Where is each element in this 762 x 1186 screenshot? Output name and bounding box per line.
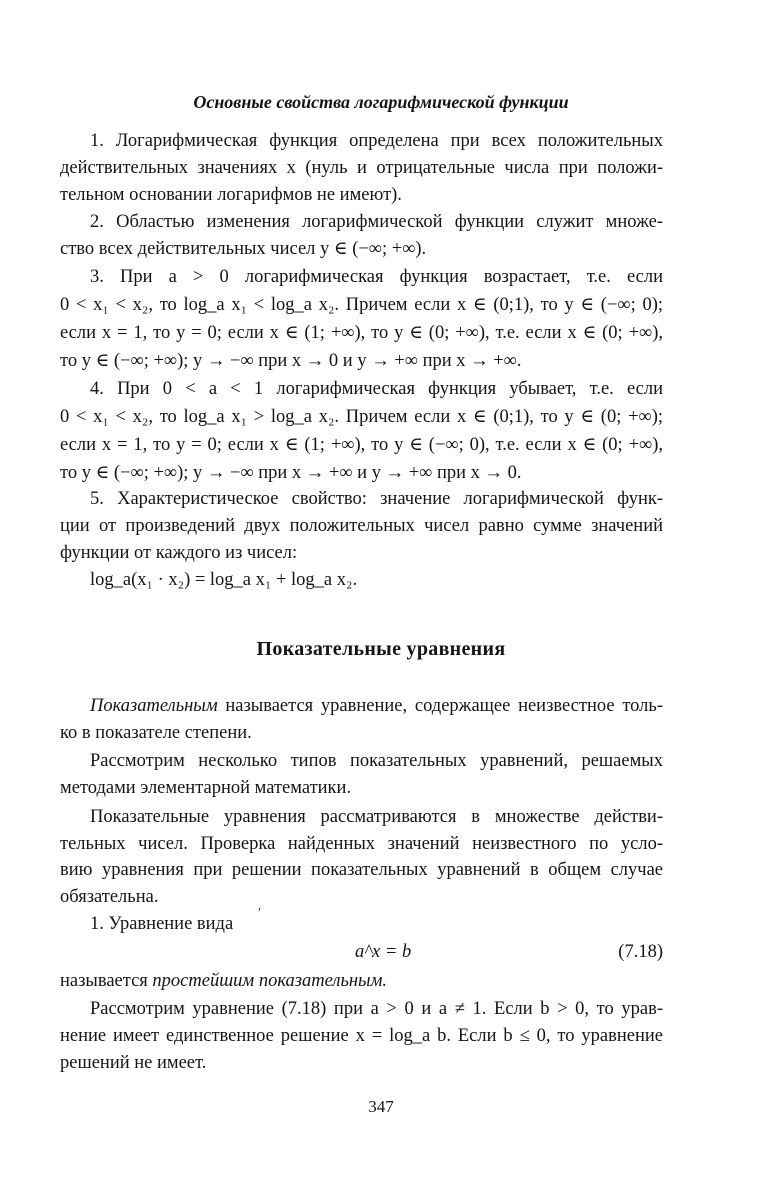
equation-number: (7.18): [618, 942, 663, 962]
p3-line-4: то y ∈ (−∞; +∞); y → −∞ при x → 0 и y → +∞ при x → +∞.: [60, 351, 522, 371]
q5-line-1: Рассмотрим уравнение (7.18) при a > 0 и a ≠ 1. Если b > 0, то урав-: [90, 999, 663, 1019]
p1-line-1: 1. Логарифмическая функция определена при всех положительных: [90, 131, 663, 151]
q3-line-3: вию уравнения при решении показательных уравнений в общем случае: [60, 860, 663, 880]
p5-line-3: функции от каждого из чисел:: [60, 543, 298, 563]
q4-line-2-term: простейшим показательным.: [152, 971, 387, 991]
q5-line-2: нение имеет единственное решение x = log_a b. Если b ≤ 0, то уравнение: [60, 1026, 663, 1046]
p3-line-1: 3. При a > 0 логарифмическая функция возрастает, т.е. если: [90, 267, 663, 287]
q1-line-1: [90, 694, 663, 718]
equation-7-18: a^x = b: [355, 942, 412, 962]
q2-line-2: методами элементарной математики.: [60, 778, 352, 798]
p4-line-3: если x = 1, то y = 0; если x ∈ (1; +∞), то y ∈ (−∞; 0), т.е. если x ∈ (0; +∞),: [60, 435, 663, 455]
p5-line-2: ции от произведений двух положительных чисел равно сумме значений: [60, 516, 663, 536]
q3-line-4: обязательна.: [60, 887, 159, 907]
p3-line-3: если x = 1, то y = 0; если x ∈ (1; +∞), то y ∈ (0; +∞), т.е. если x ∈ (0; +∞),: [60, 323, 663, 343]
section-heading-exponential-equations: Показательные уравнения: [256, 638, 506, 660]
q4-line-2: [60, 969, 663, 993]
p1-line-3: тельном основании логарифмов не имеют).: [60, 185, 402, 205]
q1-line-2: ко в показателе степени.: [60, 723, 252, 743]
p2-line-2: ство всех действительных чисел y ∈ (−∞; +∞).: [60, 239, 427, 259]
p4-line-4: то y ∈ (−∞; +∞); y → −∞ при x → +∞ и y → +∞ при x → 0.: [60, 463, 522, 483]
p4-line-1: 4. При 0 < a < 1 логарифмическая функция убывает, т.е. если: [90, 379, 663, 399]
p4-line-2: 0 < x₁ < x₂, то log_a x₁ > log_a x₂. Причем если x ∈ (0;1), то y ∈ (0; +∞);: [60, 407, 663, 427]
q3-line-2: тельных чисел. Проверка найденных значений неизвестного по усло-: [60, 834, 663, 854]
page-number: 347: [368, 1097, 394, 1116]
q3-line-1: Показательные уравнения рассматриваются в множестве действи-: [90, 807, 663, 827]
q5-line-3: решений не имеет.: [60, 1053, 207, 1073]
p1-line-2: действительных значениях x (нуль и отрицательные числа при положи-: [60, 158, 663, 178]
p2-line-1: 2. Областью изменения логарифмической функции служит множе-: [90, 212, 663, 232]
p3-line-2: 0 < x₁ < x₂, то log_a x₁ < log_a x₂. Причем если x ∈ (0;1), то y ∈ (−∞; 0);: [60, 295, 663, 315]
q1-line-1-rest: называется уравнение, содержащее неизвестное толь-: [217, 696, 663, 716]
section-heading-log-properties: Основные свойства логарифмической функции: [193, 92, 569, 112]
stray-mark: ′: [258, 906, 262, 921]
log-product-formula: log_a(x₁ · x₂) = log_a x₁ + log_a x₂.: [90, 570, 358, 590]
q4-line-1: 1. Уравнение вида: [90, 914, 234, 934]
p5-line-1: 5. Характеристическое свойство: значение логарифмической функ-: [90, 489, 663, 509]
q1-term: Показательным: [90, 696, 218, 716]
q2-line-1: Рассмотрим несколько типов показательных уравнений, решаемых: [90, 751, 663, 771]
q4-line-2-plain: называется: [60, 971, 153, 991]
